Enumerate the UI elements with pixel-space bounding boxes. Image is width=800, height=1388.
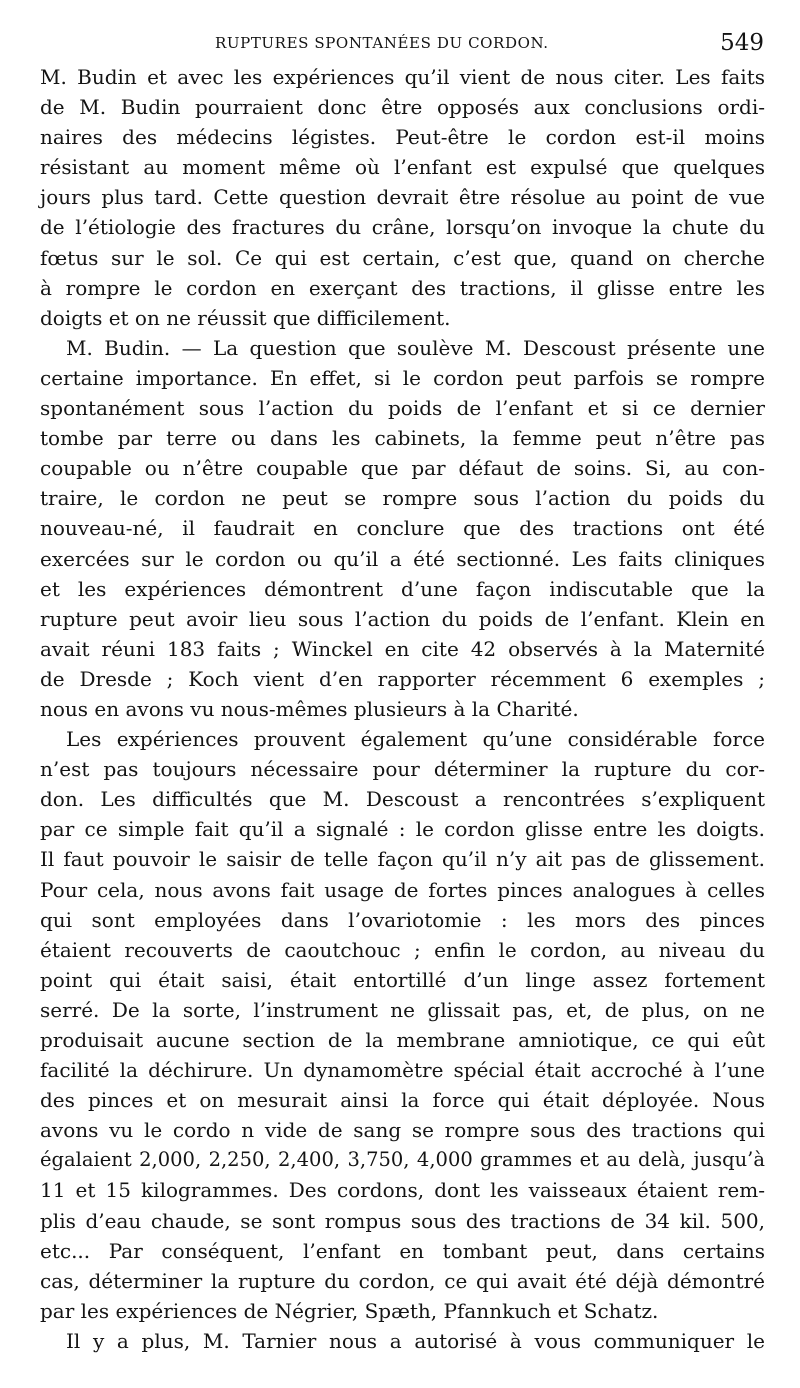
- text-line: n’est pas toujours nécessaire pour déterminer la rupture du cor-: [40, 757, 765, 782]
- text-line: rupture peut avoir lieu sous l’action du poids de l’enfant. Klein en: [40, 606, 765, 631]
- page-header: [40, 26, 770, 66]
- text-line: serré. De la sorte, l’instrument ne glissait pas, et, de plus, on ne: [40, 997, 765, 1022]
- text-line: de l’étiologie des fractures du crâne, lorsqu’on invoque la chute du: [40, 215, 765, 240]
- text-line: qui sont employées dans l’ovariotomie : les mors des pinces: [40, 907, 765, 932]
- text-line: traire, le cordon ne peut se rompre sous l’action du poids du: [40, 486, 765, 511]
- text-line: cas, déterminer la rupture du cordon, ce qui avait été déjà démontré: [40, 1268, 765, 1293]
- text-line: M. Budin et avec les expériences qu’il vient de nous citer. Les faits: [40, 65, 765, 89]
- text-line: Pour cela, nous avons fait usage de fortes pinces analogues à celles: [40, 877, 765, 902]
- text-line: égalaient 2,000, 2,250, 2,400, 3,750, 4,000 grammes et au delà, jusqu’à: [40, 1148, 765, 1172]
- text-line: avait réuni 183 faits ; Winckel en cite 42 observés à la Maternité: [40, 636, 765, 661]
- text-line: avons vu le cordo n vide de sang se rompre sous des tractions qui: [40, 1118, 765, 1143]
- text-line: produisait aucune section de la membrane amniotique, ce qui eût: [40, 1028, 765, 1052]
- text-line: Il faut pouvoir le saisir de telle façon qu’il n’y ait pas de glissement.: [40, 847, 765, 872]
- text-line: des pinces et on mesurait ainsi la force qui était déployée. Nous: [40, 1088, 765, 1113]
- text-line: spontanément sous l’action du poids de l’enfant et si ce dernier: [40, 396, 765, 421]
- text-line: Les expériences prouvent également qu’une considérable force: [66, 727, 765, 752]
- text-line: de Dresde ; Koch vient d’en rapporter récemment 6 exemples ;: [40, 666, 765, 691]
- text-line: de M. Budin pourraient donc être opposés aux conclusions ordi-: [40, 95, 765, 120]
- text-line: facilité la déchirure. Un dynamomètre spécial était accroché à l’une: [40, 1058, 765, 1083]
- text-line: fœtus sur le sol. Ce qui est certain, c’est que, quand on cherche: [40, 245, 765, 270]
- text-line: don. Les difficultés que M. Descoust a rencontrées s’expliquent: [40, 787, 765, 812]
- text-line: Il y a plus, M. Tarnier nous a autorisé à vous communiquer le: [66, 1328, 765, 1353]
- text-line: M. Budin. — La question que soulève M. Descoust présente une: [66, 335, 765, 360]
- text-line: coupable ou n’être coupable que par défaut de soins. Si, au con-: [40, 456, 765, 481]
- text-line: par ce simple fait qu’il a signalé : le cordon glisse entre les doigts.: [40, 817, 765, 842]
- text-line: et les expériences démontrent d’une façon indiscutable que la: [40, 576, 765, 601]
- text-line: étaient recouverts de caoutchouc ; enfin le cordon, au niveau du: [40, 937, 765, 962]
- text-line: jours plus tard. Cette question devrait être résolue au point de vue: [40, 185, 765, 210]
- text-line: point qui était saisi, était entortillé d’un linge assez fortement: [40, 967, 765, 992]
- text-line: 11 et 15 kilogrammes. Des cordons, dont les vaisseaux étaient rem-: [40, 1178, 765, 1203]
- page-number: 549: [720, 30, 764, 56]
- running-head: RUPTURES SPONTANÉES DU CORDON.: [215, 34, 549, 52]
- text-line: nouveau-né, il faudrait en conclure que des tractions ont été: [40, 516, 765, 541]
- text-line: tombe par terre ou dans les cabinets, la femme peut n’être pas: [40, 426, 765, 451]
- text-line: naires des médecins légistes. Peut-être le cordon est-il moins: [40, 125, 765, 150]
- text-line: à rompre le cordon en exerçant des tractions, il glisse entre les: [40, 275, 765, 300]
- text-line: nous en avons vu nous-mêmes plusieurs à la Charité.: [40, 696, 579, 721]
- text-line: certaine importance. En effet, si le cordon peut parfois se rompre: [40, 365, 765, 390]
- body-text: [40, 62, 765, 1356]
- text-line: etc... Par conséquent, l’enfant en tombant peut, dans certains: [40, 1238, 765, 1263]
- text-line: exercées sur le cordon ou qu’il a été sectionné. Les faits cliniques: [40, 546, 765, 571]
- text-line: doigts et on ne réussit que difficilement.: [40, 305, 451, 330]
- text-line: par les expériences de Négrier, Spæth, Pfannkuch et Schatz.: [40, 1298, 659, 1323]
- text-line: résistant au moment même où l’enfant est expulsé que quelques: [40, 155, 765, 180]
- text-line: plis d’eau chaude, se sont rompus sous des tractions de 34 kil. 500,: [40, 1208, 765, 1233]
